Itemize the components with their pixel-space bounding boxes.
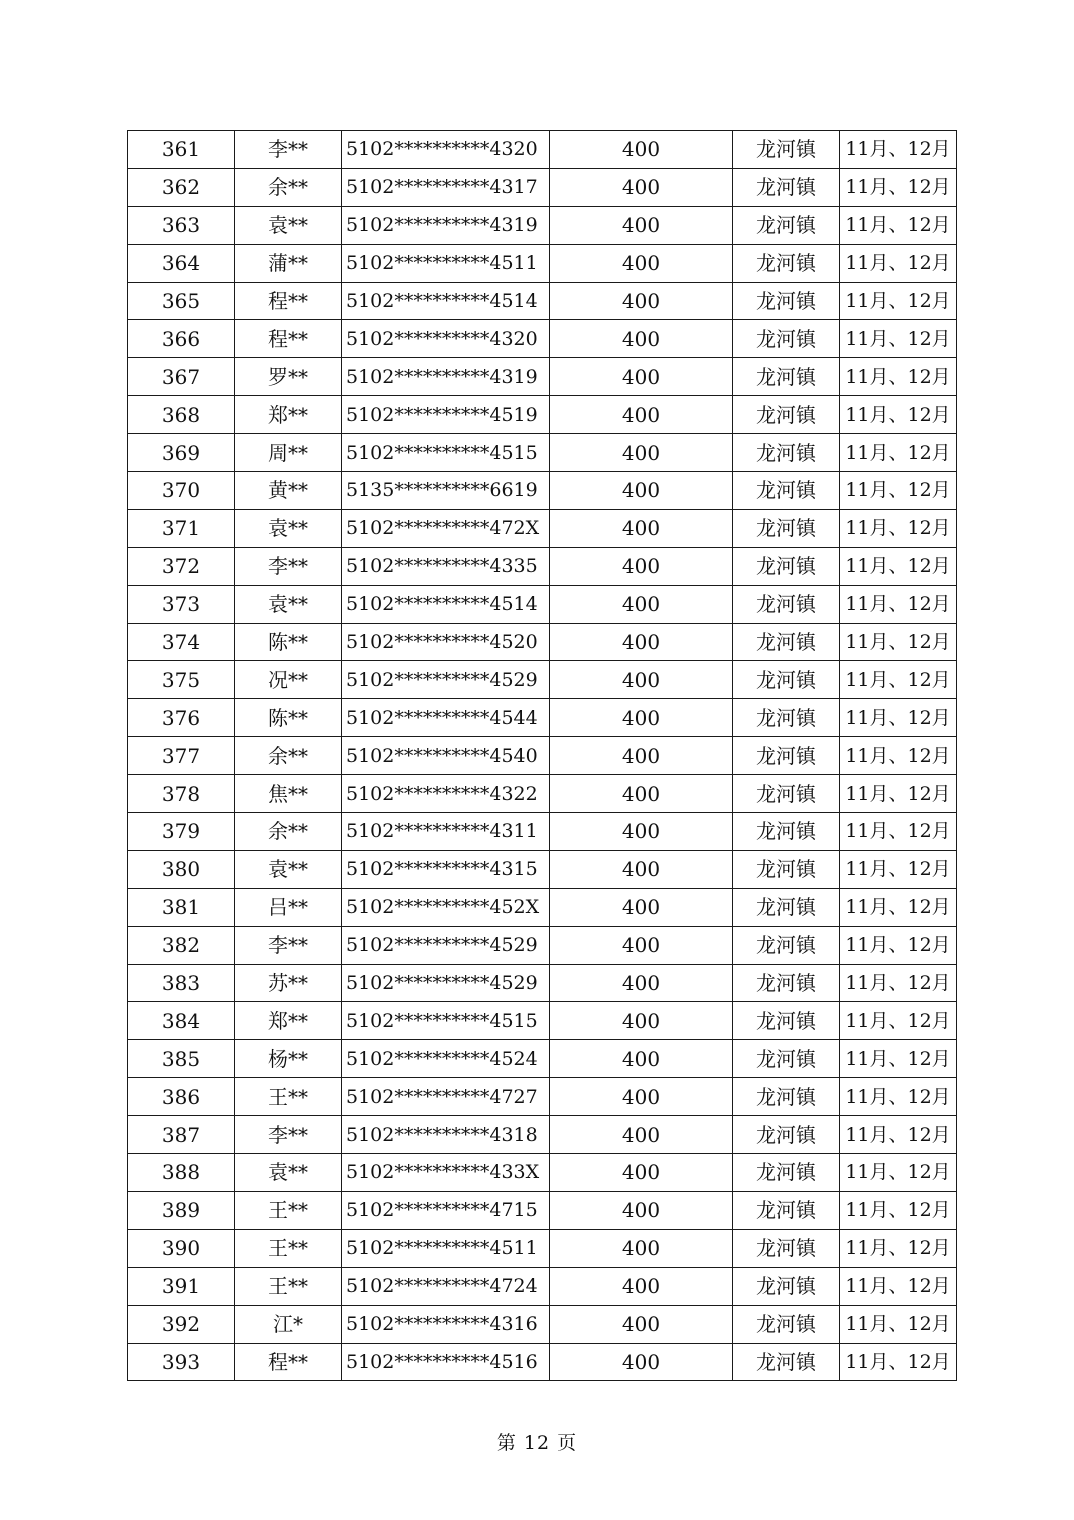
months-cell: 11月、12月 — [840, 1343, 957, 1381]
name-cell: 黄** — [235, 472, 342, 510]
town-cell: 龙河镇 — [733, 282, 840, 320]
months-cell: 11月、12月 — [840, 1191, 957, 1229]
amount-cell: 400 — [550, 547, 733, 585]
amount-cell: 400 — [550, 623, 733, 661]
id-number-cell: 5102**********4519 — [342, 396, 550, 434]
amount-cell: 400 — [550, 1191, 733, 1229]
table-row — [128, 964, 957, 1002]
months-cell: 11月、12月 — [840, 1305, 957, 1343]
table-row — [128, 699, 957, 737]
id-number-cell: 5102**********4529 — [342, 661, 550, 699]
row-number-cell: 384 — [128, 1002, 235, 1040]
amount-cell: 400 — [550, 244, 733, 282]
name-cell: 程** — [235, 1343, 342, 1381]
table-row — [128, 1229, 957, 1267]
name-cell: 余** — [235, 168, 342, 206]
id-number-cell: 5102**********4319 — [342, 206, 550, 244]
months-cell: 11月、12月 — [840, 1078, 957, 1116]
town-cell: 龙河镇 — [733, 472, 840, 510]
amount-cell: 400 — [550, 888, 733, 926]
amount-cell: 400 — [550, 585, 733, 623]
row-number-cell: 371 — [128, 509, 235, 547]
months-cell: 11月、12月 — [840, 813, 957, 851]
town-cell: 龙河镇 — [733, 1154, 840, 1192]
name-cell: 陈** — [235, 623, 342, 661]
name-cell: 袁** — [235, 585, 342, 623]
months-cell: 11月、12月 — [840, 244, 957, 282]
amount-cell: 400 — [550, 396, 733, 434]
amount-cell: 400 — [550, 1229, 733, 1267]
amount-cell: 400 — [550, 1078, 733, 1116]
amount-cell: 400 — [550, 206, 733, 244]
months-cell: 11月、12月 — [840, 964, 957, 1002]
amount-cell: 400 — [550, 661, 733, 699]
town-cell: 龙河镇 — [733, 1116, 840, 1154]
row-number-cell: 380 — [128, 850, 235, 888]
id-number-cell: 5102**********4529 — [342, 926, 550, 964]
id-number-cell: 5102**********472X — [342, 509, 550, 547]
town-cell: 龙河镇 — [733, 244, 840, 282]
table-row — [128, 661, 957, 699]
table-row — [128, 434, 957, 472]
name-cell: 况** — [235, 661, 342, 699]
table-row — [128, 1191, 957, 1229]
name-cell: 周** — [235, 434, 342, 472]
id-number-cell: 5102**********4319 — [342, 358, 550, 396]
months-cell: 11月、12月 — [840, 396, 957, 434]
table-row — [128, 1305, 957, 1343]
months-cell: 11月、12月 — [840, 547, 957, 585]
row-number-cell: 369 — [128, 434, 235, 472]
months-cell: 11月、12月 — [840, 358, 957, 396]
id-number-cell: 5102**********4540 — [342, 737, 550, 775]
row-number-cell: 389 — [128, 1191, 235, 1229]
table-row — [128, 623, 957, 661]
months-cell: 11月、12月 — [840, 1154, 957, 1192]
id-number-cell: 5102**********4515 — [342, 1002, 550, 1040]
name-cell: 袁** — [235, 850, 342, 888]
row-number-cell: 368 — [128, 396, 235, 434]
page-number-footer: 第 12 页 — [496, 1432, 578, 1454]
row-number-cell: 385 — [128, 1040, 235, 1078]
row-number-cell: 391 — [128, 1267, 235, 1305]
name-cell: 王** — [235, 1191, 342, 1229]
id-number-cell: 5102**********4311 — [342, 813, 550, 851]
id-number-cell: 5102**********4544 — [342, 699, 550, 737]
name-cell: 李** — [235, 131, 342, 169]
row-number-cell: 383 — [128, 964, 235, 1002]
row-number-cell: 386 — [128, 1078, 235, 1116]
table-row — [128, 320, 957, 358]
amount-cell: 400 — [550, 1040, 733, 1078]
amount-cell: 400 — [550, 1343, 733, 1381]
row-number-cell: 378 — [128, 775, 235, 813]
name-cell: 杨** — [235, 1040, 342, 1078]
id-number-cell: 5102**********4514 — [342, 282, 550, 320]
months-cell: 11月、12月 — [840, 1002, 957, 1040]
months-cell: 11月、12月 — [840, 472, 957, 510]
row-number-cell: 382 — [128, 926, 235, 964]
id-number-cell: 5102**********4516 — [342, 1343, 550, 1381]
table-row — [128, 1154, 957, 1192]
name-cell: 袁** — [235, 509, 342, 547]
table-row — [128, 1343, 957, 1381]
id-number-cell: 5102**********4724 — [342, 1267, 550, 1305]
name-cell: 袁** — [235, 1154, 342, 1192]
name-cell: 苏** — [235, 964, 342, 1002]
amount-cell: 400 — [550, 850, 733, 888]
table-row — [128, 547, 957, 585]
months-cell: 11月、12月 — [840, 1040, 957, 1078]
id-number-cell: 5102**********4317 — [342, 168, 550, 206]
table-row — [128, 509, 957, 547]
table-row — [128, 168, 957, 206]
town-cell: 龙河镇 — [733, 775, 840, 813]
town-cell: 龙河镇 — [733, 585, 840, 623]
name-cell: 余** — [235, 737, 342, 775]
table-row — [128, 206, 957, 244]
row-number-cell: 375 — [128, 661, 235, 699]
id-number-cell: 5102**********4320 — [342, 131, 550, 169]
amount-cell: 400 — [550, 737, 733, 775]
name-cell: 罗** — [235, 358, 342, 396]
months-cell: 11月、12月 — [840, 131, 957, 169]
row-number-cell: 362 — [128, 168, 235, 206]
town-cell: 龙河镇 — [733, 737, 840, 775]
town-cell: 龙河镇 — [733, 964, 840, 1002]
name-cell: 郑** — [235, 1002, 342, 1040]
row-number-cell: 387 — [128, 1116, 235, 1154]
months-cell: 11月、12月 — [840, 282, 957, 320]
amount-cell: 400 — [550, 168, 733, 206]
amount-cell: 400 — [550, 472, 733, 510]
amount-cell: 400 — [550, 1002, 733, 1040]
town-cell: 龙河镇 — [733, 1002, 840, 1040]
table-row — [128, 888, 957, 926]
amount-cell: 400 — [550, 131, 733, 169]
row-number-cell: 366 — [128, 320, 235, 358]
amount-cell: 400 — [550, 926, 733, 964]
name-cell: 陈** — [235, 699, 342, 737]
months-cell: 11月、12月 — [840, 434, 957, 472]
id-number-cell: 5135**********6619 — [342, 472, 550, 510]
table-row — [128, 737, 957, 775]
amount-cell: 400 — [550, 775, 733, 813]
id-number-cell: 5102**********4529 — [342, 964, 550, 1002]
id-number-cell: 5102**********4727 — [342, 1078, 550, 1116]
months-cell: 11月、12月 — [840, 1229, 957, 1267]
town-cell: 龙河镇 — [733, 358, 840, 396]
amount-cell: 400 — [550, 320, 733, 358]
town-cell: 龙河镇 — [733, 168, 840, 206]
table-row — [128, 244, 957, 282]
town-cell: 龙河镇 — [733, 396, 840, 434]
town-cell: 龙河镇 — [733, 509, 840, 547]
id-number-cell: 5102**********4316 — [342, 1305, 550, 1343]
months-cell: 11月、12月 — [840, 888, 957, 926]
amount-cell: 400 — [550, 434, 733, 472]
row-number-cell: 377 — [128, 737, 235, 775]
name-cell: 王** — [235, 1229, 342, 1267]
amount-cell: 400 — [550, 509, 733, 547]
town-cell: 龙河镇 — [733, 547, 840, 585]
name-cell: 王** — [235, 1267, 342, 1305]
months-cell: 11月、12月 — [840, 320, 957, 358]
id-number-cell: 5102**********4520 — [342, 623, 550, 661]
row-number-cell: 374 — [128, 623, 235, 661]
id-number-cell: 5102**********4315 — [342, 850, 550, 888]
amount-cell: 400 — [550, 964, 733, 1002]
town-cell: 龙河镇 — [733, 1343, 840, 1381]
row-number-cell: 363 — [128, 206, 235, 244]
amount-cell: 400 — [550, 1116, 733, 1154]
id-number-cell: 5102**********4320 — [342, 320, 550, 358]
town-cell: 龙河镇 — [733, 1267, 840, 1305]
town-cell: 龙河镇 — [733, 926, 840, 964]
table-row — [128, 926, 957, 964]
table-row — [128, 1040, 957, 1078]
amount-cell: 400 — [550, 1305, 733, 1343]
months-cell: 11月、12月 — [840, 775, 957, 813]
months-cell: 11月、12月 — [840, 206, 957, 244]
amount-cell: 400 — [550, 358, 733, 396]
name-cell: 焦** — [235, 775, 342, 813]
row-number-cell: 365 — [128, 282, 235, 320]
id-number-cell: 5102**********433X — [342, 1154, 550, 1192]
name-cell: 蒲** — [235, 244, 342, 282]
town-cell: 龙河镇 — [733, 699, 840, 737]
row-number-cell: 361 — [128, 131, 235, 169]
table-row — [128, 813, 957, 851]
table-row — [128, 585, 957, 623]
row-number-cell: 364 — [128, 244, 235, 282]
row-number-cell: 379 — [128, 813, 235, 851]
id-number-cell: 5102**********4515 — [342, 434, 550, 472]
row-number-cell: 372 — [128, 547, 235, 585]
amount-cell: 400 — [550, 1154, 733, 1192]
town-cell: 龙河镇 — [733, 1305, 840, 1343]
row-number-cell: 388 — [128, 1154, 235, 1192]
table-row — [128, 850, 957, 888]
name-cell: 程** — [235, 282, 342, 320]
town-cell: 龙河镇 — [733, 888, 840, 926]
town-cell: 龙河镇 — [733, 1229, 840, 1267]
row-number-cell: 370 — [128, 472, 235, 510]
table-row — [128, 1116, 957, 1154]
name-cell: 程** — [235, 320, 342, 358]
id-number-cell: 5102**********4514 — [342, 585, 550, 623]
row-number-cell: 367 — [128, 358, 235, 396]
id-number-cell: 5102**********452X — [342, 888, 550, 926]
amount-cell: 400 — [550, 813, 733, 851]
roster-table-body — [128, 131, 957, 1381]
id-number-cell: 5102**********4511 — [342, 1229, 550, 1267]
name-cell: 江* — [235, 1305, 342, 1343]
name-cell: 王** — [235, 1078, 342, 1116]
id-number-cell: 5102**********4318 — [342, 1116, 550, 1154]
row-number-cell: 376 — [128, 699, 235, 737]
name-cell: 袁** — [235, 206, 342, 244]
name-cell: 郑** — [235, 396, 342, 434]
table-row — [128, 1267, 957, 1305]
id-number-cell: 5102**********4511 — [342, 244, 550, 282]
amount-cell: 400 — [550, 699, 733, 737]
table-row — [128, 396, 957, 434]
id-number-cell: 5102**********4524 — [342, 1040, 550, 1078]
name-cell: 李** — [235, 1116, 342, 1154]
months-cell: 11月、12月 — [840, 926, 957, 964]
name-cell: 余** — [235, 813, 342, 851]
name-cell: 李** — [235, 926, 342, 964]
table-row — [128, 775, 957, 813]
table-row — [128, 131, 957, 169]
town-cell: 龙河镇 — [733, 850, 840, 888]
amount-cell: 400 — [550, 1267, 733, 1305]
row-number-cell: 390 — [128, 1229, 235, 1267]
months-cell: 11月、12月 — [840, 168, 957, 206]
months-cell: 11月、12月 — [840, 699, 957, 737]
subsidy-roster-table — [127, 130, 957, 1381]
town-cell: 龙河镇 — [733, 623, 840, 661]
months-cell: 11月、12月 — [840, 1267, 957, 1305]
row-number-cell: 393 — [128, 1343, 235, 1381]
id-number-cell: 5102**********4322 — [342, 775, 550, 813]
row-number-cell: 392 — [128, 1305, 235, 1343]
table-row — [128, 282, 957, 320]
town-cell: 龙河镇 — [733, 1040, 840, 1078]
row-number-cell: 373 — [128, 585, 235, 623]
table-row — [128, 358, 957, 396]
town-cell: 龙河镇 — [733, 131, 840, 169]
name-cell: 吕** — [235, 888, 342, 926]
town-cell: 龙河镇 — [733, 206, 840, 244]
row-number-cell: 381 — [128, 888, 235, 926]
town-cell: 龙河镇 — [733, 320, 840, 358]
table-row — [128, 1078, 957, 1116]
town-cell: 龙河镇 — [733, 1191, 840, 1229]
months-cell: 11月、12月 — [840, 661, 957, 699]
months-cell: 11月、12月 — [840, 623, 957, 661]
id-number-cell: 5102**********4335 — [342, 547, 550, 585]
months-cell: 11月、12月 — [840, 509, 957, 547]
town-cell: 龙河镇 — [733, 813, 840, 851]
months-cell: 11月、12月 — [840, 737, 957, 775]
months-cell: 11月、12月 — [840, 1116, 957, 1154]
town-cell: 龙河镇 — [733, 434, 840, 472]
name-cell: 李** — [235, 547, 342, 585]
town-cell: 龙河镇 — [733, 661, 840, 699]
table-row — [128, 472, 957, 510]
months-cell: 11月、12月 — [840, 585, 957, 623]
amount-cell: 400 — [550, 282, 733, 320]
town-cell: 龙河镇 — [733, 1078, 840, 1116]
months-cell: 11月、12月 — [840, 850, 957, 888]
table-row — [128, 1002, 957, 1040]
id-number-cell: 5102**********4715 — [342, 1191, 550, 1229]
